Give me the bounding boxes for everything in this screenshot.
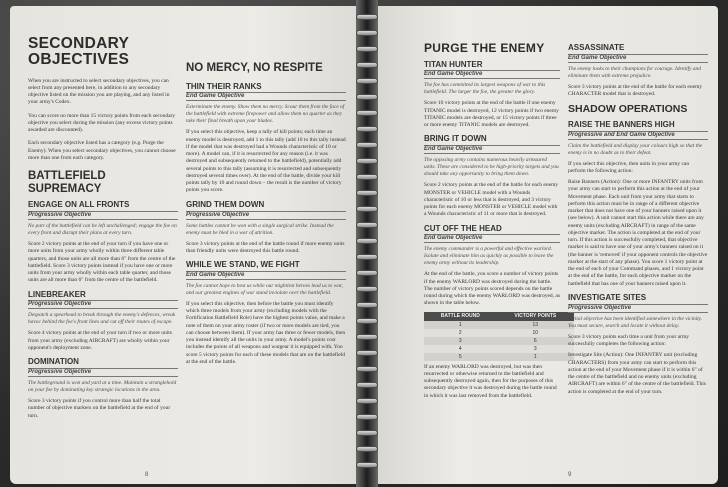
objective-heading: CUT OFF THE HEAD bbox=[424, 225, 560, 236]
table-header-victory-points: VICTORY POINTS bbox=[497, 312, 574, 321]
objective-body: Investigate Site (Action): One INFANTRY unit (excluding CHARACTERS) from your army can start to perform this action at the end of your Movement phase if it is within 6" of the centre of the battlefield and no enemy units (excluding AIRCRAFT) are within 6" of the centre of the battlefield. This action is completed at the end of your turn. bbox=[568, 352, 706, 395]
table-cell: 13 bbox=[497, 321, 574, 329]
objective-flavor: The foe has committed its largest weapons of war to this battlefield. The larger the foe, the greater the glory. bbox=[424, 82, 546, 96]
left-column-1 bbox=[28, 36, 178, 426]
objective-type: End Game Objective bbox=[186, 93, 346, 101]
intro-paragraph-2: You can score no more than 15 victory points from each secondary objective you select during the mission (any excess victory points awarded are discounted). bbox=[28, 112, 176, 134]
objective-flavor: The opposing army contains numerous heavily armoured units. These are considered to be high-priority targets and you should take any opportunity to bring them down. bbox=[424, 157, 559, 178]
section-title-shadow-operations: SHADOW OPERATIONS bbox=[568, 103, 688, 116]
objective-heading: GRIND THEM DOWN bbox=[186, 201, 346, 212]
right-column-1 bbox=[424, 42, 560, 406]
table-cell: 5 bbox=[424, 353, 497, 361]
objective-heading: BRING IT DOWN bbox=[424, 135, 560, 146]
objective-type: End Game Objective bbox=[424, 146, 560, 154]
binding-ring bbox=[356, 446, 378, 452]
objective-type: End Game Objective bbox=[424, 235, 560, 243]
objective-intro: Score 3 victory points each time a unit from your army successfully completes the following action: bbox=[568, 333, 689, 348]
objective-body: Score 4 victory points at the end of your turn if two or more units from your army (excluding AIRCRAFT) are wholly within your opponent's deployment zone. bbox=[28, 330, 172, 351]
binding-ring bbox=[356, 430, 378, 436]
objective-flavor: No part of the battlefield can be left unchallenged; engage the foe on every front and disrupt their plans at every turn. bbox=[28, 223, 177, 237]
objective-body: Score 3 victory points at the end of the battle round if more enemy units than friendly units were destroyed this battle round. bbox=[186, 240, 345, 254]
binding-ring bbox=[356, 110, 378, 116]
objective-thin-their-ranks bbox=[186, 83, 346, 195]
objective-body: Score 3 victory points at the end of the battle for each enemy CHARACTER model that is destroyed. bbox=[568, 83, 703, 98]
objective-assassinate bbox=[568, 44, 708, 98]
objective-body: Score 3 victory points if you control more than half the total number of objective markers on the battlefield at the end of your turn. bbox=[28, 398, 171, 419]
binding-ring bbox=[356, 190, 378, 196]
objective-raise-the-banners bbox=[568, 121, 708, 288]
objective-flavor: Exterminate the enemy. Show them no mercy. Scour them from the face of the battlefield with extreme firepower and allow them no quarter as they take their final breath upon your blades. bbox=[186, 104, 345, 125]
binding-ring bbox=[356, 302, 378, 308]
binding-ring bbox=[356, 78, 378, 84]
objective-body: If you select this objective, keep a tally of kill points; each time an enemy model is destroyed, add 1 to this tally (add 10 to this tally instead if the model that was destroyed had a Wounds characteristic of 10 or more). A model can, if it is resurrected for any reason (i.e. it was destroyed and subsequently returned to the battlefield), potentially add several points to this tally (assuming it is resurrected and subsequently destroyed several times over). At the end of the battle, divide your kill points tally by 10 and round down – the result is the number of victory points you score. bbox=[186, 129, 346, 194]
binding-ring bbox=[356, 14, 378, 20]
objective-type: End Game Objective bbox=[424, 71, 560, 79]
objective-type: End Game Objective bbox=[186, 272, 346, 280]
objective-heading: LINEBREAKER bbox=[28, 291, 178, 302]
binding-ring bbox=[356, 350, 378, 356]
binding-ring bbox=[356, 94, 378, 100]
binding-ring bbox=[356, 462, 378, 468]
objective-cut-off-the-head bbox=[424, 225, 560, 400]
table-cell: 1 bbox=[497, 353, 574, 361]
objective-flavor: A vital objective has been identified somewhere in the vicinity. You must secure, search and locate it without delay. bbox=[568, 315, 703, 329]
objective-body: Score 2 victory points at the end of your turn if you have one or more units from your army wholly within three different table quarters, and those units are all more than 6" from the centre of the battlefield. Score 3 victory points instead if you have one or more units from your army wholly within each table quarter, and those units are all more than 6" from the centre of the battlefield. bbox=[28, 241, 176, 284]
table-cell: 3 bbox=[424, 337, 497, 345]
objective-body: Raise Banners (Action): One or more INFANTRY units from your army can start to perform this action at the end of your Movement phase. Each unit from your army that starts to perform this action must be in range of a different objective marker that does not have one of your banners raised upon it (see below). A unit cannot start this action while there are any enemy units (excluding AIRCRAFT) in range of the same objective marker. The action is completed at the end of your turn. If this action is successfully completed, that objective marker is said to have one of your army's banners raised on it (the banner is 'removed' if your opponent controls the objective marker at the start of any phase). You score 1 victory point at the end of each of your Command phases, and 1 victory point at the end of the battle, for each objective marker on the battlefield that has one of your banners raised upon it. bbox=[568, 179, 708, 287]
binding-ring bbox=[356, 142, 378, 148]
right-page bbox=[372, 6, 718, 484]
objective-flavor: The foe cannot hope to best us while our mightiest heroes lead us to war, and our greatest engines of war stand inviolate over the battlefield. bbox=[186, 282, 343, 296]
intro-paragraph-1: When you are instructed to select secondary objectives, you can select from any presented here, in addition to any secondary objective listed on the mission you are playing, and any listed in your army's Codex. bbox=[28, 77, 170, 106]
binding-ring bbox=[356, 334, 378, 340]
objective-engage-on-all-fronts bbox=[28, 201, 178, 284]
objective-heading: DOMINATION bbox=[28, 358, 178, 369]
binding-ring bbox=[356, 286, 378, 292]
objective-linebreaker bbox=[28, 291, 178, 353]
section-title-battlefield-supremacy: BATTLEFIELD SUPREMACY bbox=[28, 170, 106, 195]
objective-while-we-stand bbox=[186, 261, 346, 366]
binding-ring bbox=[356, 254, 378, 260]
binding-ring bbox=[356, 222, 378, 228]
warlord-victory-table bbox=[424, 312, 574, 361]
table-header-battle-round: BATTLE ROUND bbox=[424, 312, 497, 321]
objective-body-after-table: If an enemy WARLORD was destroyed, but was then resurrected or otherwise returned to the battlefield and subsequently destroyed again, then for the purposes of this secondary objective it was destroyed during the battle round in which it was last removed from the battlefield. bbox=[424, 363, 557, 399]
objective-flavor: Claim the battlefield and display your colours high so that the enemy is in no doubt as to their defeat. bbox=[568, 142, 703, 156]
objective-heading: ASSASSINATE bbox=[568, 44, 708, 55]
objective-flavor: Some battles cannot be won with a single surgical strike. Instead the enemy must be bled in a war of attrition. bbox=[186, 222, 334, 236]
binding-ring bbox=[356, 30, 378, 36]
table-row bbox=[424, 321, 574, 329]
left-column-2 bbox=[186, 62, 346, 372]
objective-flavor: Despatch a spearhead to break through the enemy's defences, wreak havoc behind the foe's front lines and cut off their routes of escape. bbox=[28, 312, 176, 326]
left-page bbox=[10, 6, 362, 484]
objective-flavor: The enemy commander is a powerful and effective warlord. Isolate and eliminate him as quickly as possible to leave the enemy army without its leadership. bbox=[424, 246, 554, 267]
binding-ring bbox=[356, 206, 378, 212]
table-row bbox=[424, 345, 574, 353]
section-title-purge: PURGE THE ENEMY bbox=[424, 41, 545, 55]
page-title: SECONDARY OBJECTIVES bbox=[28, 35, 130, 69]
objective-body: Score 2 victory points at the end of the battle for each enemy MONSTER or VEHICLE model with a Wounds characteristic of 10 or less that is destroyed, and 3 victory points for each enemy MONSTER or VEHICLE model with a Wounds characteristic of 11 or more that is destroyed. bbox=[424, 182, 559, 218]
binding-ring bbox=[356, 414, 378, 420]
objective-grind-them-down bbox=[186, 201, 346, 255]
table-cell: 3 bbox=[497, 345, 574, 353]
binding-ring bbox=[356, 382, 378, 388]
table-row bbox=[424, 337, 574, 345]
objective-type: Progressive Objective bbox=[186, 212, 346, 220]
objective-intro: If you select this objective, then units in your army can perform the following action: bbox=[568, 160, 690, 174]
objective-type: Progressive Objective bbox=[28, 301, 178, 309]
objective-type: Progressive and End Game Objective bbox=[568, 132, 708, 140]
page-number-right: 9 bbox=[568, 472, 572, 478]
binding-ring bbox=[356, 174, 378, 180]
objective-flavor: The enemy looks to their champions for courage. Identify and eliminate them with extreme prejudice. bbox=[568, 65, 701, 79]
objective-heading: WHILE WE STAND, WE FIGHT bbox=[186, 261, 346, 272]
binding-ring bbox=[356, 238, 378, 244]
binding-ring bbox=[356, 318, 378, 324]
objective-body: At the end of the battle, you score a number of victory points if the enemy WARLORD was destroyed during the battle. The number of victory points scored depends on the battle round during which the enemy WARLORD was destroyed, as shown in the table below. bbox=[424, 271, 560, 307]
objective-heading: THIN THEIR RANKS bbox=[186, 83, 346, 94]
binding-ring bbox=[356, 158, 378, 164]
table-cell: 4 bbox=[424, 345, 497, 353]
binding-ring bbox=[356, 62, 378, 68]
page-number-left: 8 bbox=[145, 472, 149, 478]
objective-investigate-sites bbox=[568, 294, 708, 396]
objective-type: Progressive Objective bbox=[28, 369, 178, 377]
objective-domination bbox=[28, 358, 178, 420]
section-title-no-mercy: NO MERCY, NO RESPITE bbox=[186, 62, 323, 74]
objective-body: Score 10 victory points at the end of the battle if one enemy TITANIC model is destroyed, 12 victory points if two enemy TITANIC models are destroyed, or 15 victory points if three or more enemy TITANIC models are destroyed. bbox=[424, 100, 559, 129]
binding-ring bbox=[356, 270, 378, 276]
objective-titan-hunter bbox=[424, 61, 560, 130]
binding-ring bbox=[356, 126, 378, 132]
objective-heading: ENGAGE ON ALL FRONTS bbox=[28, 201, 178, 212]
table-row bbox=[424, 353, 574, 361]
right-column-2 bbox=[568, 44, 708, 402]
objective-bring-it-down bbox=[424, 135, 560, 218]
objective-type: End Game Objective bbox=[568, 55, 708, 63]
table-cell: 2 bbox=[424, 329, 497, 337]
objective-body: If you select this objective, then before the battle you must identify which three models from your army (excluding models with the Fortification Battlefield Role) have the highest points value, and make a note of them on your army roster (if two or more models are tied, you can choose between them). If your army has three or fewer models, then you instead identify all the units in your army. A model's points cost includes the points of all weapons and wargear it is equipped with. You score 5 victory points for each of these models that are on the battlefield at the end of the battle. bbox=[186, 300, 346, 365]
table-cell: 10 bbox=[497, 329, 574, 337]
objective-type: Progressive Objective bbox=[28, 212, 178, 220]
intro-paragraph-3: Each secondary objective listed has a category (e.g. Purge the Enemy). When you select secondary objectives, you cannot choose more than one from each category. bbox=[28, 140, 176, 161]
objective-heading: RAISE THE BANNERS HIGH bbox=[568, 121, 708, 132]
binding-ring bbox=[356, 398, 378, 404]
objective-type: Progressive Objective bbox=[568, 305, 708, 313]
objective-flavor: The battleground is won and yard at a time. Maintain a stranglehold on your foe by dominating key strategic locations in the area. bbox=[28, 380, 177, 394]
binding-ring bbox=[356, 46, 378, 52]
binding-ring bbox=[356, 366, 378, 372]
spiral-binding bbox=[356, 0, 378, 487]
table-cell: 1 bbox=[424, 321, 497, 329]
table-row bbox=[424, 329, 574, 337]
objective-heading: INVESTIGATE SITES bbox=[568, 294, 708, 305]
table-cell: 6 bbox=[497, 337, 574, 345]
objective-heading: TITAN HUNTER bbox=[424, 61, 560, 72]
